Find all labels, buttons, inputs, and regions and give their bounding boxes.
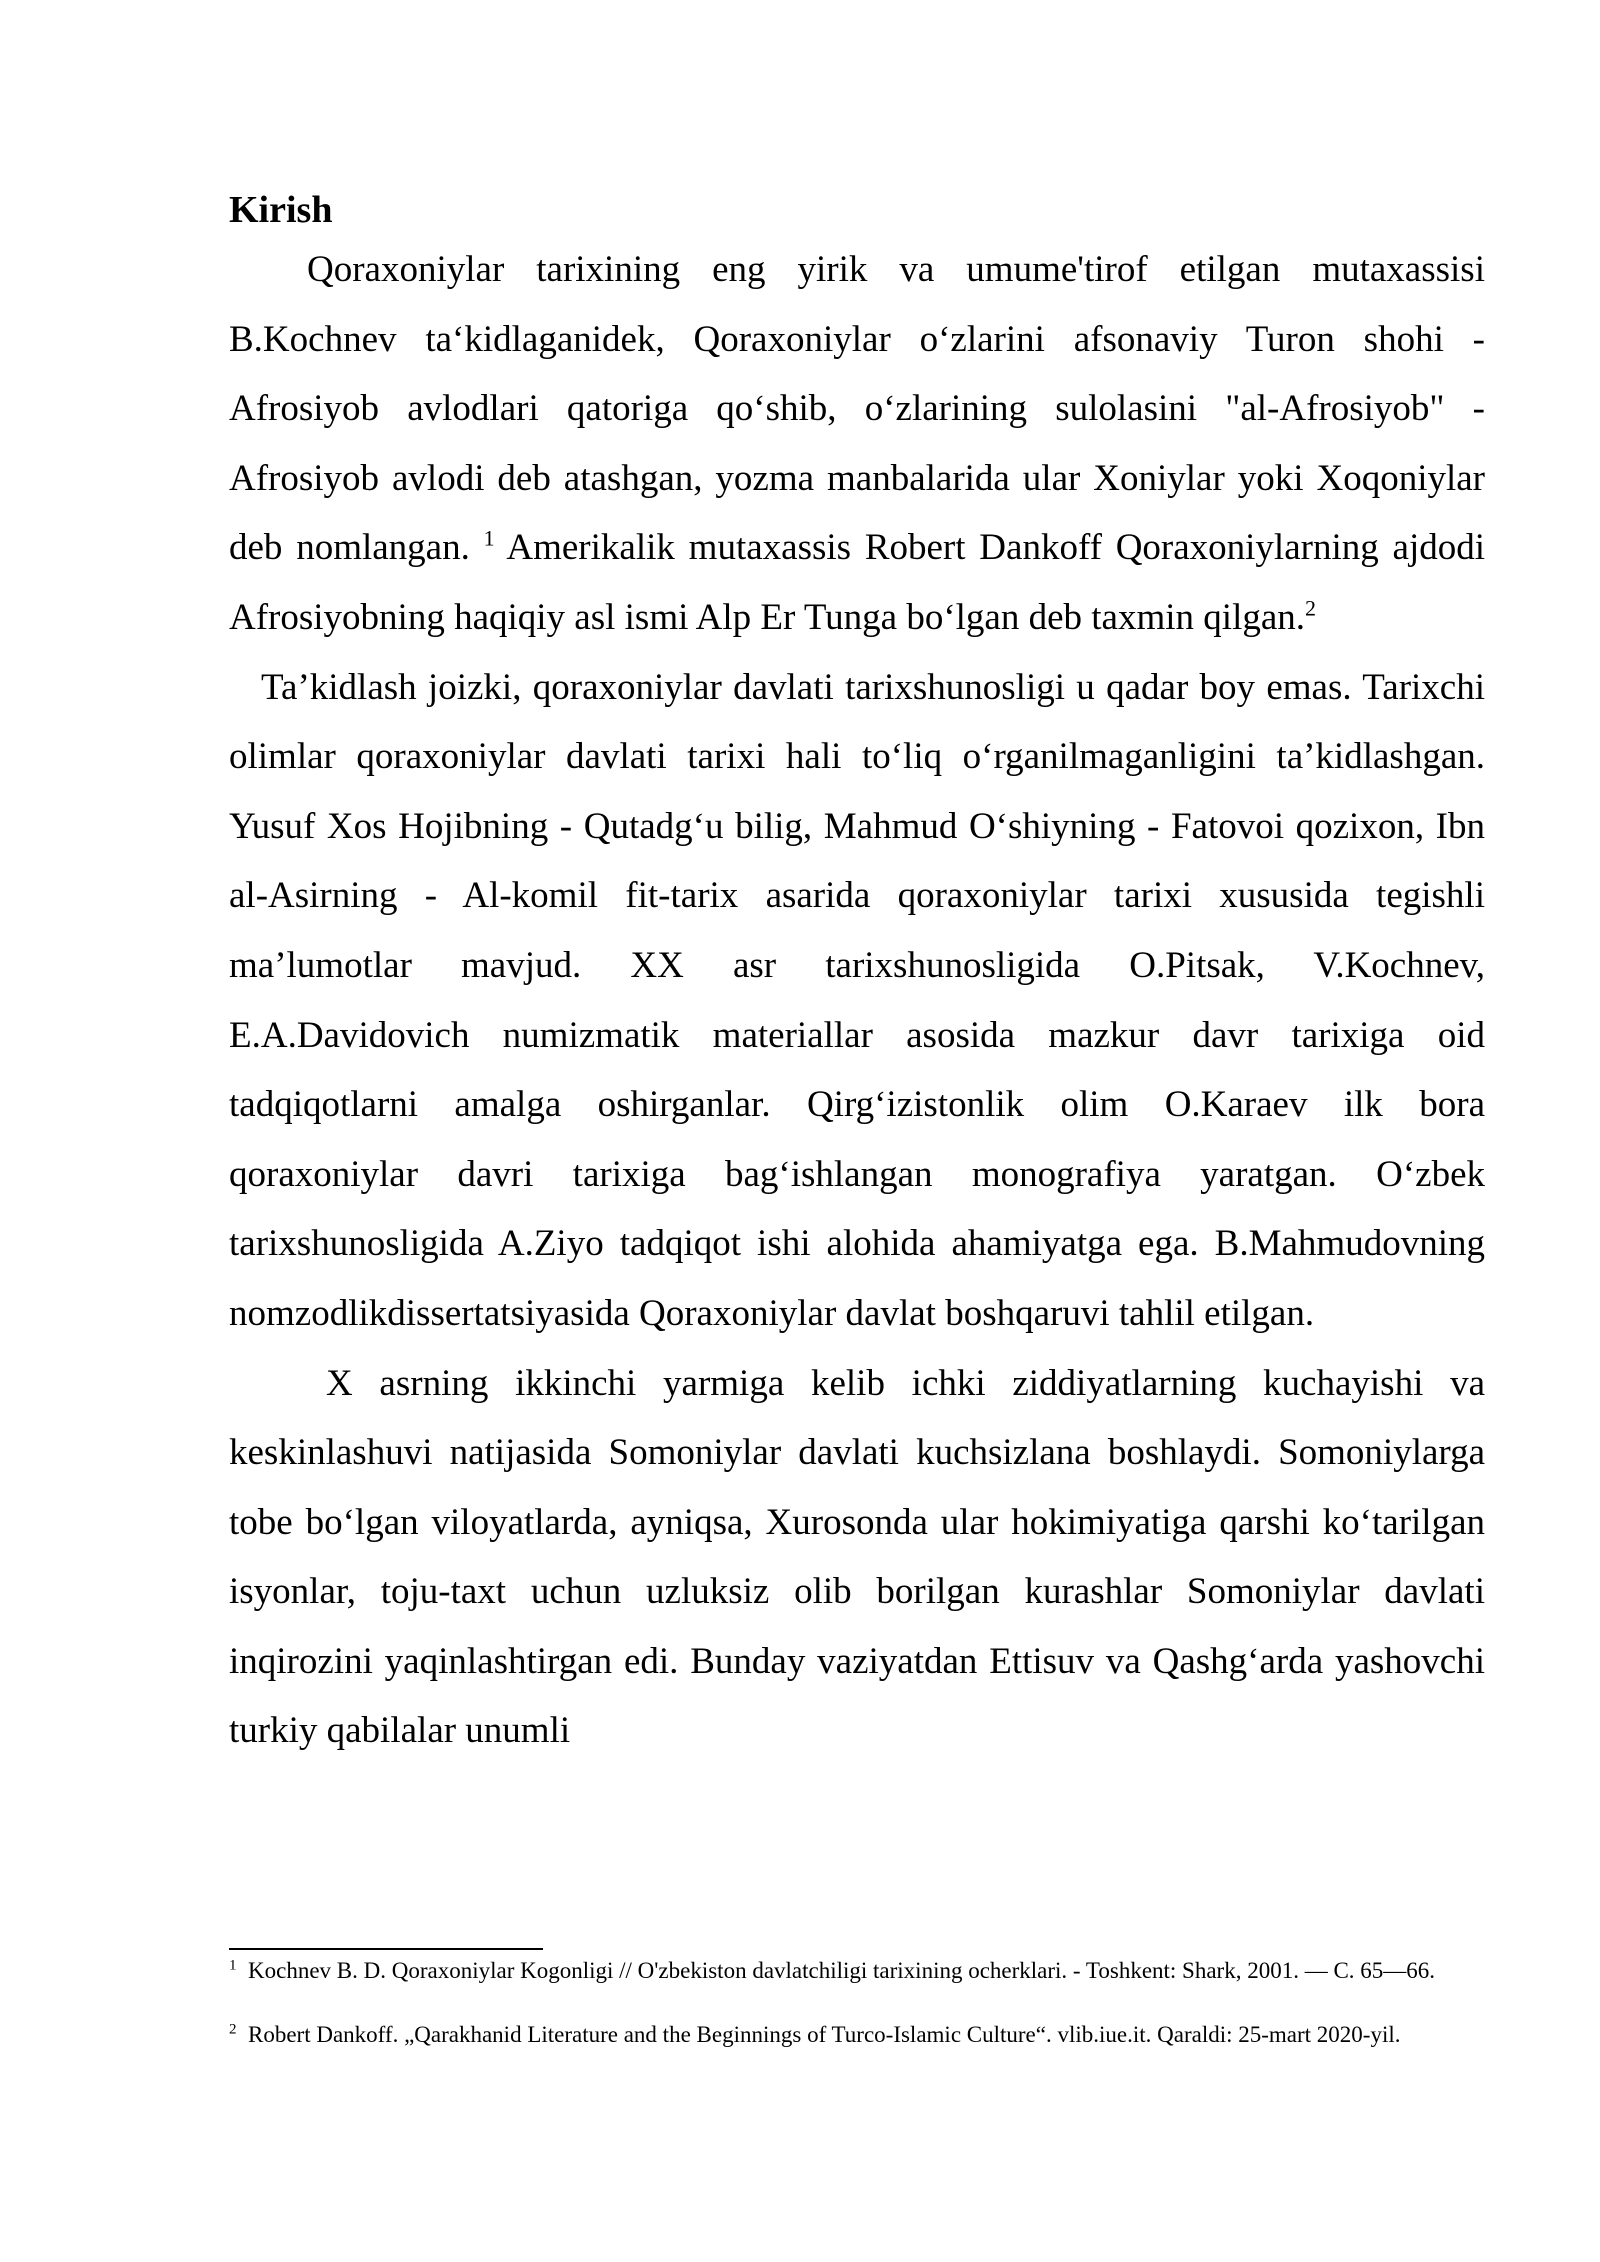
footnote-ref-1[interactable]: 1 — [483, 526, 495, 552]
footnote-2 — [229, 2020, 1485, 2050]
footnote-ref-2[interactable]: 2 — [1305, 595, 1317, 621]
paragraph-3: X asrning ikkinchi yarmiga kelib ichki ziddiyatlarning kuchayishi va keskinlashuvi natijasida Somoniylar davlati kuchsizlana boshlaydi. Somoniylarga tobe bo‘lgan viloyatlarda, ayniqsa, Xurosonda ular hokimiyatiga qarshi ko‘tarilgan isyonlar, toju-taxt uchun uzluksiz olib borilgan kurashlar Somoniylar davlati inqirozini yaqinlashtirgan edi. Bunday vaziyatdan Ettisuv va Qashg‘arda yashovchi turkiy qabilalar unumli — [229, 1362, 1485, 1752]
paragraph-1-text-b: Amerikalik mutaxassis Robert Dankoff Qoraxoniylarning ajdodi Afrosiyobning haqiqiy asl ismi Alp Er Tunga bo‘lgan deb taxmin qilgan. — [229, 527, 1485, 638]
paragraph-1-text-a: Qoraxoniylar tarixining eng yirik va umume'tirof etilgan mutaxassisi B.Kochnev ta‘kidlaganidek, Qoraxoniylar o‘zlarini afsonaviy Turon shohi - Afrosiyob avlodlari qatoriga qo‘shib, o‘zlarining sulolasini "al-Afrosiyob" - Afrosiyob avlodi deb atashgan, yozma manbalarida ular Xoniylar yoki Xoqoniylar deb nomlangan. — [229, 249, 1485, 569]
section-heading: Kirish — [229, 189, 333, 231]
document-body — [229, 185, 1485, 1766]
footnote-1-number: 1 — [229, 1957, 237, 1974]
paragraph-1 — [229, 235, 1485, 653]
footnotes — [229, 1956, 1485, 2084]
footnote-2-text: Robert Dankoff. „Qarakhanid Literature and the Beginnings of Turco-Islamic Culture“. vlib.iue.it. Qaraldi: 25-mart 2020-yil. — [248, 2022, 1401, 2047]
footnote-2-number: 2 — [229, 2021, 237, 2038]
footnote-1 — [229, 1956, 1485, 1986]
footnote-separator — [229, 1948, 543, 1950]
paragraph-2: Ta’kidlash joizki, qoraxoniylar davlati tarixshunosligi u qadar boy emas. Tarixchi olimlar qoraxoniylar davlati tarixi hali to‘liq o‘rganilmaganligini ta’kidlashgan. Yusuf Xos Hojibning - Qutadg‘u bilig, Mahmud O‘shiyning - Fatovoi qozixon, Ibn al-Asirning - Al-komil fit-tarix asarida qoraxoniylar tarixi xususida tegishli ma’lumotlar mavjud. XX asr tarixshunosligida O.Pitsak, V.Kochnev, E.A.Davidovich numizmatik materiallar asosida mazkur davr tarixiga oid tadqiqotlarni amalga oshirganlar. Qirg‘izistonlik olim O.Karaev ilk bora qoraxoniylar davri tarixiga bag‘ishlangan monografiya yaratgan. O‘zbek tarixshunosligida A.Ziyo tadqiqot ishi alohida ahamiyatga ega. B.Mahmudovning nomzodlikdissertatsiyasida Qoraxoniylar davlat boshqaruvi tahlil etilgan. — [229, 666, 1485, 1334]
footnote-1-text: Kochnev B. D. Qoraxoniylar Kogonligi // O'zbekiston davlatchiligi tarixining ocherklari. - Toshkent: Shark, 2001. — C. 65—66. — [248, 1958, 1436, 1983]
